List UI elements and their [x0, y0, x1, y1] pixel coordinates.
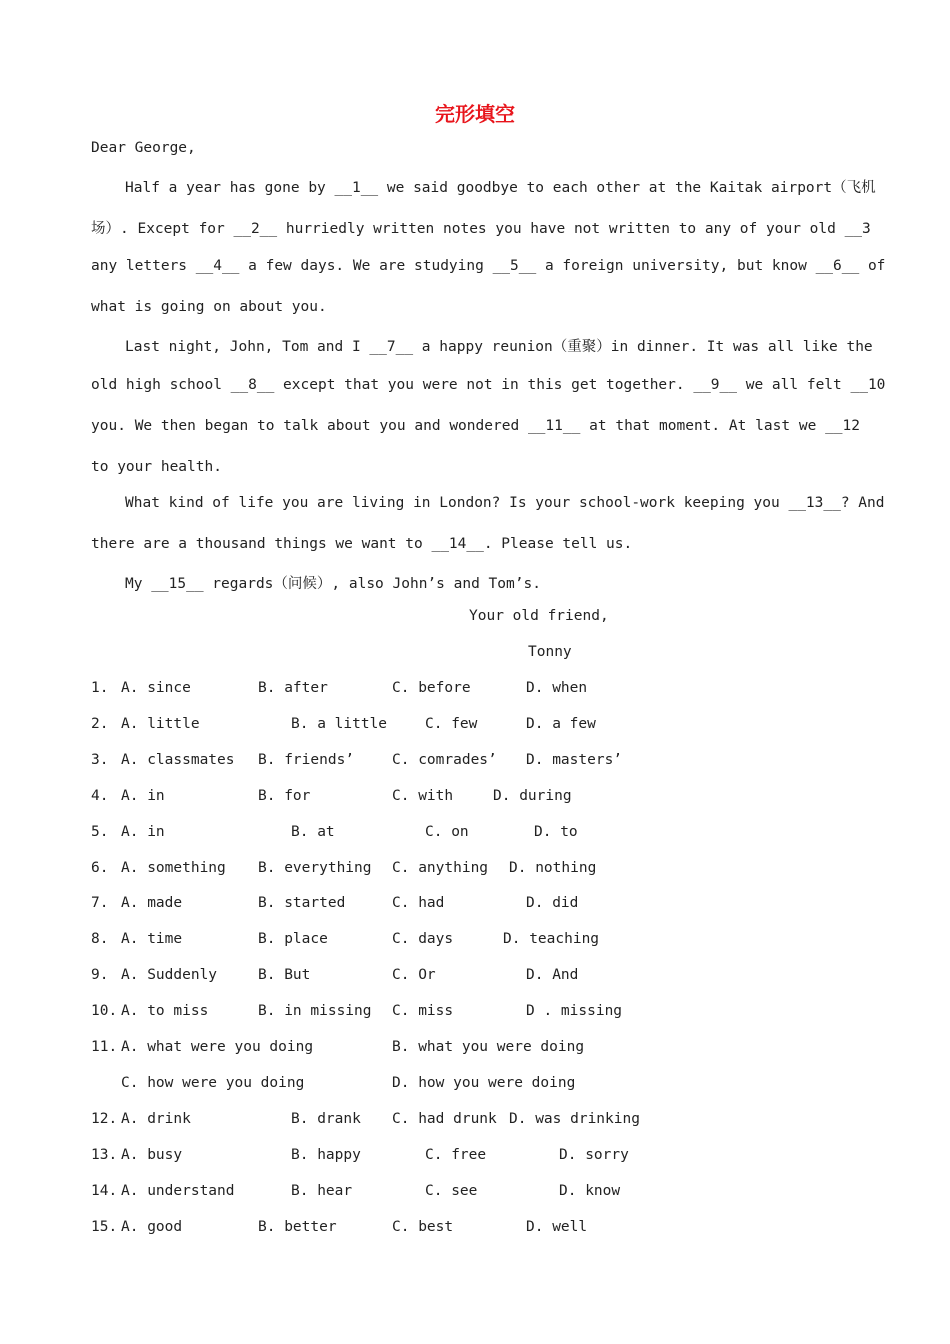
option-a: A. drink — [121, 1111, 191, 1127]
option-c: C. how were you doing — [121, 1075, 305, 1091]
option-c: C. with — [392, 788, 454, 804]
question-number: 7. — [91, 895, 109, 911]
option-a: A. what were you doing — [121, 1039, 314, 1055]
option-d: D. And — [526, 967, 579, 983]
option-c: C. few — [425, 716, 478, 732]
option-d: D. during — [493, 788, 572, 804]
option-c: C. days — [392, 931, 454, 947]
option-b: B. place — [258, 931, 328, 947]
letter-p1-line-4: what is going on about you. — [91, 299, 327, 315]
question-number: 1. — [91, 680, 109, 696]
option-a: A. Suddenly — [121, 967, 218, 983]
option-d: D. a few — [526, 716, 596, 732]
option-d: D. know — [559, 1183, 621, 1199]
letter-closing: Your old friend, — [469, 608, 609, 624]
option-c: C. free — [425, 1147, 487, 1163]
option-c: C. anything — [392, 860, 489, 876]
question-number: 6. — [91, 860, 109, 876]
option-a: A. since — [121, 680, 191, 696]
option-d: D. to — [534, 824, 578, 840]
option-b: B. after — [258, 680, 328, 696]
letter-p3-line-2: there are a thousand things we want to __14__. Please tell us. — [91, 536, 633, 552]
option-c: C. had drunk — [392, 1111, 497, 1127]
option-b: B. for — [258, 788, 311, 804]
option-c: C. on — [425, 824, 469, 840]
option-b: B. at — [291, 824, 335, 840]
option-b: B. friends’ — [258, 752, 355, 768]
option-a: A. something — [121, 860, 226, 876]
letter-p2-line-4: to your health. — [91, 459, 222, 475]
letter-p2-line-1: Last night, John, Tom and I __7__ a happy reunion（重聚）in dinner. It was all like the — [125, 339, 873, 355]
option-a: A. made — [121, 895, 183, 911]
option-d: D. how you were doing — [392, 1075, 576, 1091]
letter-p1-line-2: 场）. Except for __2__ hurriedly written notes you have not written to any of your old __3 — [91, 221, 871, 237]
letter-signature: Tonny — [528, 644, 572, 660]
option-b: B. happy — [291, 1147, 361, 1163]
option-d: D. teaching — [503, 931, 600, 947]
option-d: D. was drinking — [509, 1111, 640, 1127]
option-b: B. what you were doing — [392, 1039, 585, 1055]
option-b: B. in missing — [258, 1003, 372, 1019]
option-c: C. see — [425, 1183, 478, 1199]
option-b: B. started — [258, 895, 346, 911]
question-number: 13. — [91, 1147, 118, 1163]
option-d: D. masters’ — [526, 752, 623, 768]
question-number: 14. — [91, 1183, 118, 1199]
letter-greeting: Dear George, — [91, 140, 196, 156]
letter-p4: My __15__ regards（问候）, also John’s and Tom’s. — [125, 576, 541, 592]
letter-p1-line-1: Half a year has gone by __1__ we said goodbye to each other at the Kaitak airport（飞机 — [125, 180, 876, 196]
option-b: B. hear — [291, 1183, 353, 1199]
option-b: B. drank — [291, 1111, 361, 1127]
option-a: A. good — [121, 1219, 183, 1235]
question-number: 5. — [91, 824, 109, 840]
option-d: D. when — [526, 680, 588, 696]
option-c: C. miss — [392, 1003, 454, 1019]
option-a: A. understand — [121, 1183, 235, 1199]
option-b: B. But — [258, 967, 311, 983]
option-a: A. time — [121, 931, 183, 947]
option-d: D. nothing — [509, 860, 597, 876]
letter-p3-line-1: What kind of life you are living in London? Is your school-work keeping you __13__? And — [125, 495, 885, 511]
option-a: A. classmates — [121, 752, 235, 768]
option-a: A. in — [121, 824, 165, 840]
option-a: A. little — [121, 716, 200, 732]
option-d: D . missing — [526, 1003, 623, 1019]
option-c: C. Or — [392, 967, 436, 983]
page-title: 完形填空 — [435, 102, 515, 126]
question-number: 11. — [91, 1039, 118, 1055]
option-c: C. comrades’ — [392, 752, 497, 768]
option-a: A. in — [121, 788, 165, 804]
letter-p2-line-3: you. We then began to talk about you and wondered __11__ at that moment. At last we __12 — [91, 418, 860, 434]
question-number: 12. — [91, 1111, 118, 1127]
question-number: 15. — [91, 1219, 118, 1235]
question-number: 10. — [91, 1003, 118, 1019]
option-a: A. to miss — [121, 1003, 209, 1019]
option-d: D. did — [526, 895, 579, 911]
question-number: 2. — [91, 716, 109, 732]
option-b: B. everything — [258, 860, 372, 876]
letter-p1-line-3: any letters __4__ a few days. We are studying __5__ a foreign university, but know __6__ of — [91, 258, 886, 274]
option-a: A. busy — [121, 1147, 183, 1163]
option-d: D. well — [526, 1219, 588, 1235]
letter-p2-line-2: old high school __8__ except that you were not in this get together. __9__ we all felt __10 — [91, 377, 886, 393]
question-number: 8. — [91, 931, 109, 947]
question-number: 9. — [91, 967, 109, 983]
option-b: B. better — [258, 1219, 337, 1235]
option-c: C. before — [392, 680, 471, 696]
option-b: B. a little — [291, 716, 388, 732]
option-c: C. best — [392, 1219, 454, 1235]
question-number: 4. — [91, 788, 109, 804]
question-number: 3. — [91, 752, 109, 768]
option-d: D. sorry — [559, 1147, 629, 1163]
option-c: C. had — [392, 895, 445, 911]
